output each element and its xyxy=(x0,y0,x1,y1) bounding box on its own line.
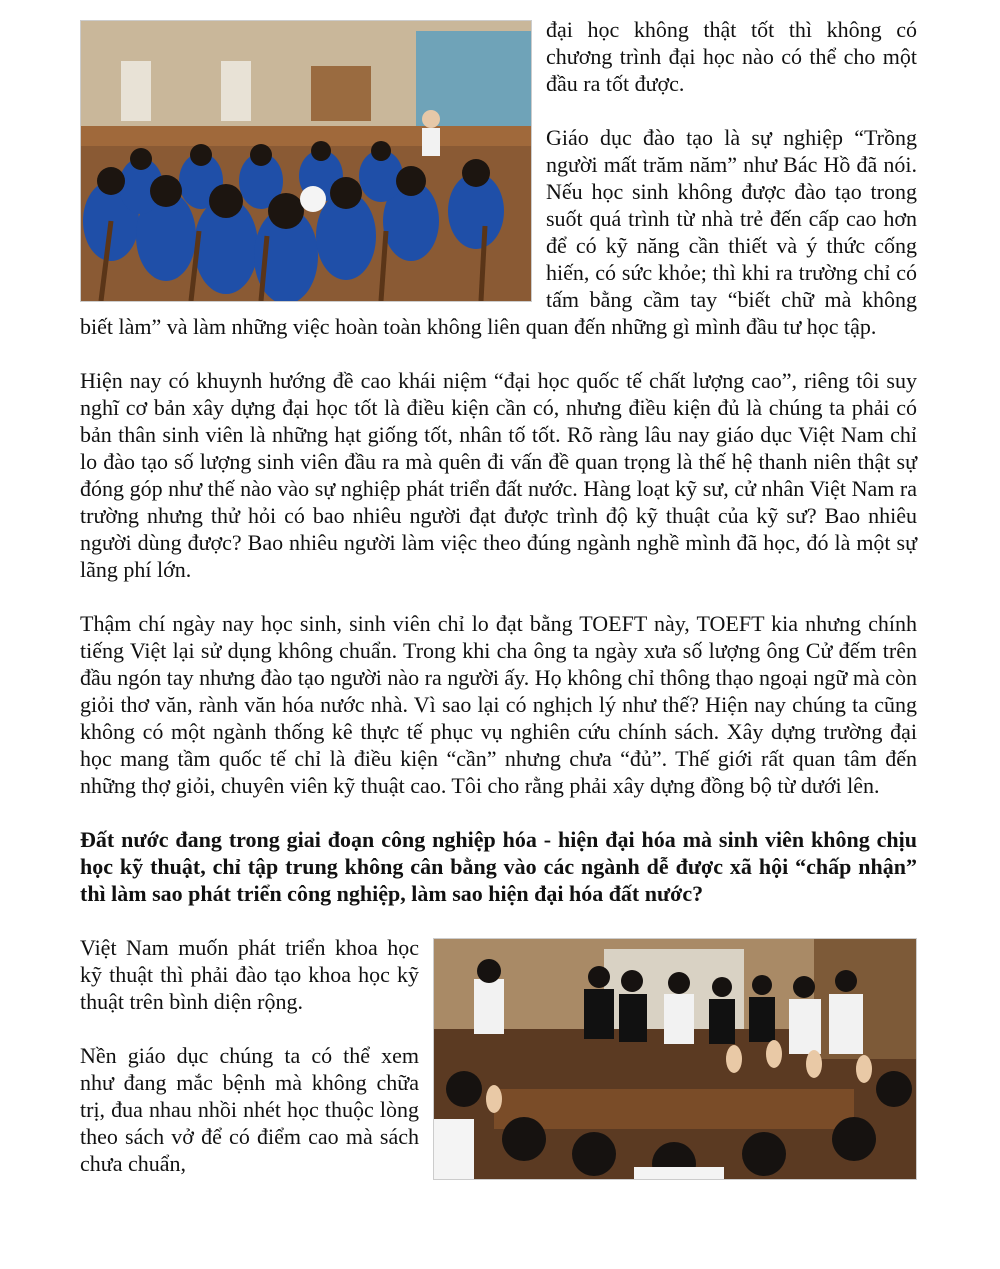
paragraph-7: Nền giáo dục chúng ta có thể xem như đang mắc bệnh mà không chữa trị, đua nhau nhồi nhét học thuộc lòng theo sách vở để có điểm cao mà sách chưa chuẩn, xyxy=(80,1043,419,1176)
lecture-hall-photo xyxy=(80,20,532,302)
article-page xyxy=(80,16,917,1204)
paragraph-6: Việt Nam muốn phát triển khoa học kỹ thuật thì phải đào tạo khoa học kỹ thuật trên bình diện rộng. xyxy=(80,935,419,1014)
bold-question-heading: Đất nước đang trong giai đoạn công nghiệp hóa - hiện đại hóa mà sinh viên không chịu học kỹ thuật, chỉ tập trung không cân bằng vào các ngành dễ được xã hội “chấp nhận” thì làm sao phát triển công nghiệp, làm sao hiện đại hóa đất nước? xyxy=(80,827,917,906)
paragraph-3: Hiện nay có khuynh hướng đề cao khái niệm “đại học quốc tế chất lượng cao”, riêng tôi suy nghĩ cơ bản xây dựng đại học tốt là điều kiện cần có, nhưng điều kiện đủ là chúng ta phải có bản thân sinh viên là những hạt giống tốt, nhân tố tốt. Rõ ràng lâu nay giáo dục Việt Nam chỉ lo đào tạo số lượng sinh viên đầu ra mà quên đi vấn đề quan trọng là thế hệ thanh niên thật sự đóng góp như thế nào vào sự nghiệp phát triển đất nước. Hàng loạt kỹ sư, cử nhân Việt Nam ra trường nhưng thử hỏi có bao nhiêu người đạt được trình độ kỹ thuật của kỹ sư? Bao nhiêu người dùng được? Bao nhiêu người làm việc theo đúng ngành nghề mình đã học, đó là một sự lãng phí lớn. xyxy=(80,368,917,582)
paragraph-2: Giáo dục đào tạo là sự nghiệp “Trồng người mất trăm năm” như Bác Hồ đã nói. Nếu học sinh không được đào tạo trong suốt quá trình từ nhà trẻ đến cấp cao hơn để có kỹ năng cần thiết và ý thức cống hiến, có sức khỏe; thì khi ra trường chỉ có tấm bằng cầm tay “biết chữ mà không biết làm” và làm những việc hoàn toàn không liên quan đến những gì mình đầu tư học tập. xyxy=(80,125,917,339)
paragraph-1: đại học không thật tốt thì không có chương trình đại học nào có thể cho một đầu ra tốt được. xyxy=(546,17,917,96)
student-discussion-photo xyxy=(433,938,917,1180)
paragraph-4: Thậm chí ngày nay học sinh, sinh viên chỉ lo đạt bằng TOEFT này, TOEFT kia nhưng chính tiếng Việt lại sử dụng không chuẩn. Trong khi cha ông ta ngày xưa số lượng ông Cử đếm trên đầu ngón tay nhưng đào tạo người nào ra người ấy. Họ không chỉ thông thạo ngoại ngữ mà còn giỏi thơ văn, rành văn hóa nước nhà. Vì sao lại có nghịch lý như thế? Hiện nay chúng ta cũng không có một ngành thống kê thực tế phục vụ nghiên cứu chính sách. Xây dựng trường đại học mang tầm quốc tế chỉ là điều kiện “cần” nhưng chưa “đủ”. Thế giới rất quan tâm đến những thợ giỏi, chuyên viên kỹ thuật cao. Tôi cho rằng phải xây dựng đồng bộ từ dưới lên. xyxy=(80,611,917,798)
